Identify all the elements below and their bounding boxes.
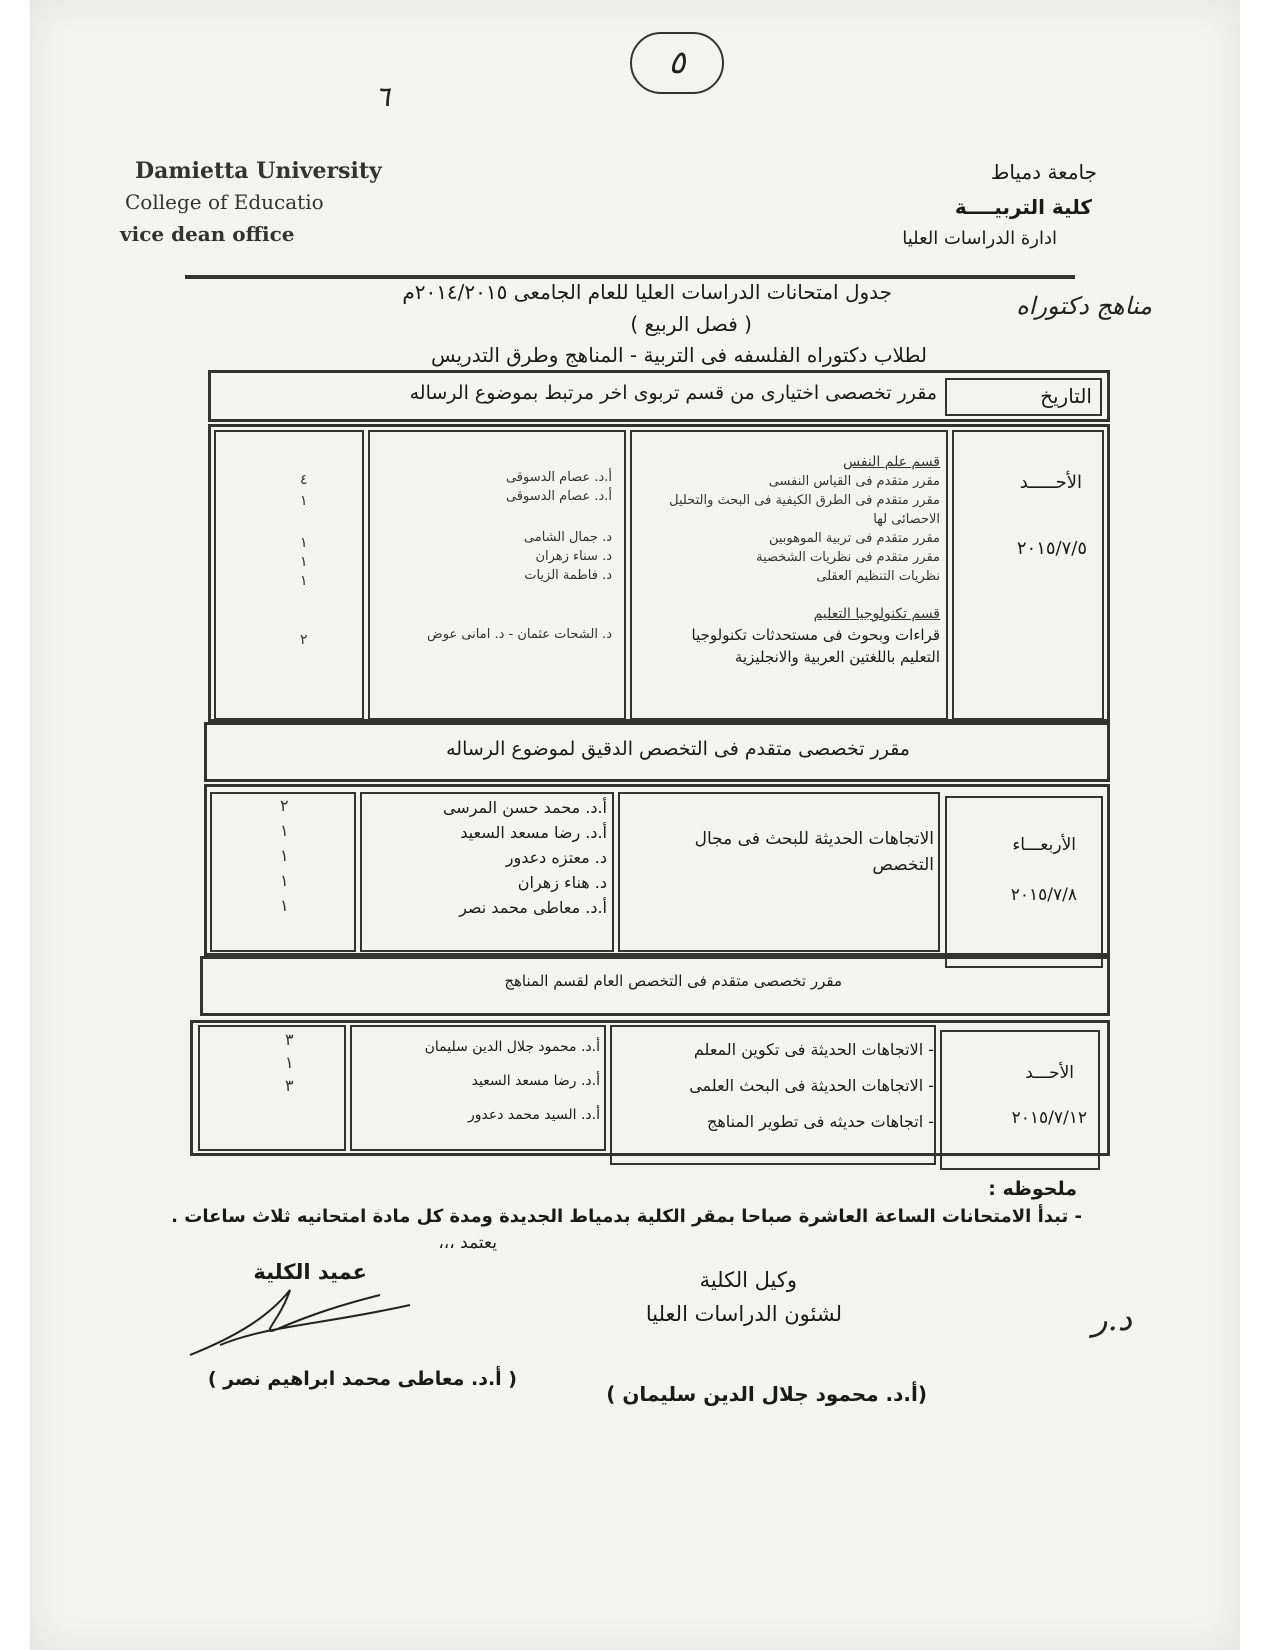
university-name-ar: جامعة دمياط — [990, 160, 1097, 184]
handwritten-note: مناهج دكتوراه — [1016, 292, 1152, 320]
college-name-en: College of Educatio — [125, 190, 324, 214]
course-item: مقرر متقدم فى تربية الموهوبين — [768, 531, 940, 546]
count-value: ١ — [300, 493, 308, 509]
professor-name: أ.د. معاطى محمد نصر — [459, 898, 607, 917]
semester-title: ( فصل الربيع ) — [630, 312, 752, 336]
course-item: نظريات التنظيم العقلى — [816, 569, 940, 584]
count-value: ١ — [300, 573, 308, 589]
course-item: - الاتجاهات الحديثة فى البحث العلمى — [689, 1076, 934, 1095]
section1-courses — [630, 453, 940, 668]
course-item: مقرر متقدم فى القياس النفسى — [768, 474, 940, 489]
date-header: التاريخ — [1040, 384, 1092, 408]
vice-dean-name: (أ.د. محمود جلال الدين سليمان ) — [606, 1382, 927, 1406]
section2-course — [634, 826, 934, 878]
initials-mark: د.ر — [1092, 1300, 1132, 1338]
course-item: التعليم باللغتين العربية والانجليزية — [734, 648, 940, 666]
professor-name: أ.د. محمد حسن المرسى — [442, 798, 607, 817]
count-value: ٢ — [280, 796, 289, 815]
count-value: ٣ — [285, 1030, 294, 1049]
section2-title: مقرر تخصصى متقدم فى التخصص الدقيق لموضوع الرساله — [446, 738, 910, 760]
section1-count-cell — [214, 430, 364, 720]
count-value: ١ — [280, 896, 289, 915]
section2-day: الأربعـــاء — [1012, 835, 1076, 855]
section2-date-cell — [945, 796, 1103, 968]
count-value: ١ — [280, 821, 289, 840]
office-name-en: vice dean office — [120, 222, 295, 246]
section3-date-cell — [940, 1030, 1100, 1170]
section3-courses — [614, 1032, 934, 1140]
section1-day: الأحـــــد — [1019, 472, 1082, 493]
course-item: - الاتجاهات الحديثة فى تكوين المعلم — [693, 1040, 934, 1059]
course-item: قسم علم النفس — [842, 454, 940, 470]
count-value: ٤ — [300, 472, 308, 488]
count-value: ٣ — [285, 1076, 294, 1095]
count-value: ١ — [285, 1053, 294, 1072]
course-item: قسم تكنولوجيا التعليم — [813, 606, 940, 622]
professor-name: أ.د. عصام الدسوقى — [505, 470, 612, 485]
section3-count-cell — [198, 1025, 346, 1151]
professor-name: أ.د. محمود جلال الدين سليمان — [424, 1039, 600, 1055]
professor-name: أ.د. عصام الدسوقى — [505, 489, 612, 504]
professor-name: د. الشحات عثمان - د. امانى عوض — [427, 627, 612, 642]
course-item: مقرر متقدم فى نظريات الشخصية — [756, 550, 940, 565]
department-name-ar: ادارة الدراسات العليا — [902, 228, 1057, 249]
professor-name: أ.د. السيد محمد دعدور — [467, 1107, 600, 1123]
count-value: ١ — [280, 846, 289, 865]
course-item: الاحصائى لها — [873, 512, 940, 527]
dean-title: عميد الكلية — [253, 1260, 367, 1284]
college-name-ar: كلية التربيــــة — [954, 195, 1092, 219]
corner-mark: ٦ — [375, 80, 391, 113]
vice-dean-title: وكيل الكلية — [699, 1268, 797, 1292]
section3-title: مقرر تخصصى متقدم فى التخصص العام لقسم المناهج — [504, 972, 842, 990]
section3-professors — [350, 1030, 600, 1132]
dean-signature — [180, 1275, 420, 1375]
dean-name: ( أ.د. معاطى محمد ابراهيم نصر ) — [207, 1368, 517, 1390]
count-value: ١ — [300, 554, 308, 570]
count-value: ٢ — [300, 632, 308, 648]
vice-dean-subtitle: لشئون الدراسات العليا — [645, 1302, 842, 1326]
professor-name: أ.د. رضا مسعد السعيد — [471, 1073, 600, 1089]
section1-title: مقرر تخصصى اختيارى من قسم تربوى اخر مرتبط بموضوع الرساله — [409, 382, 937, 404]
course-item — [630, 586, 940, 605]
professor-name: د. جمال الشامى — [523, 530, 612, 545]
schedule-title: جدول امتحانات الدراسات العليا للعام الجامعى ٢٠١٤/٢٠١٥م — [402, 280, 892, 304]
count-value: ١ — [280, 871, 289, 890]
notes-text: - تبدأ الامتحانات الساعة العاشرة صباحا بمقر الكلية بدمياط الجديدة ومدة كل مادة امتحانيه ثلاث ساعات . — [171, 1206, 1082, 1227]
section2-professors — [357, 795, 607, 920]
students-title: لطلاب دكتوراه الفلسفه فى التربية - المناهج وطرق التدريس — [430, 343, 927, 367]
professor-name: د. معتزه دعدور — [505, 848, 607, 867]
section2-date: ٢٠١٥/٧/٨ — [1010, 885, 1077, 905]
header-divider — [185, 275, 1075, 279]
professor-name: د. سناء زهران — [535, 549, 612, 564]
university-name-en: Damietta University — [135, 158, 382, 184]
section1-professors — [362, 468, 612, 644]
course-item: قراءات وبحوث فى مستحدثات تكنولوجيا — [691, 626, 940, 644]
professor-name: أ.د. رضا مسعد السعيد — [460, 823, 607, 842]
course-item: التخصص — [872, 855, 934, 875]
notes-label: ملحوظه : — [988, 1178, 1077, 1200]
section3-day: الأحـــد — [1025, 1063, 1074, 1083]
course-item: مقرر متقدم فى الطرق الكيفية فى البحث والتحليل — [669, 493, 940, 508]
professor-name: د. فاطمة الزيات — [524, 568, 612, 583]
approval-text: يعتمد ،،، — [438, 1233, 497, 1253]
page-number-mark: ٥ — [630, 32, 724, 94]
count-value: ١ — [300, 535, 308, 551]
course-item: الاتجاهات الحديثة للبحث فى مجال — [694, 829, 934, 849]
section1-date: ٢٠١٥/٧/٥ — [1016, 538, 1087, 559]
section3-date: ٢٠١٥/٧/١٢ — [1011, 1108, 1087, 1128]
course-item: - اتجاهات حديثه فى تطوير المناهج — [707, 1112, 934, 1131]
professor-name: د. هناء زهران — [517, 873, 607, 892]
